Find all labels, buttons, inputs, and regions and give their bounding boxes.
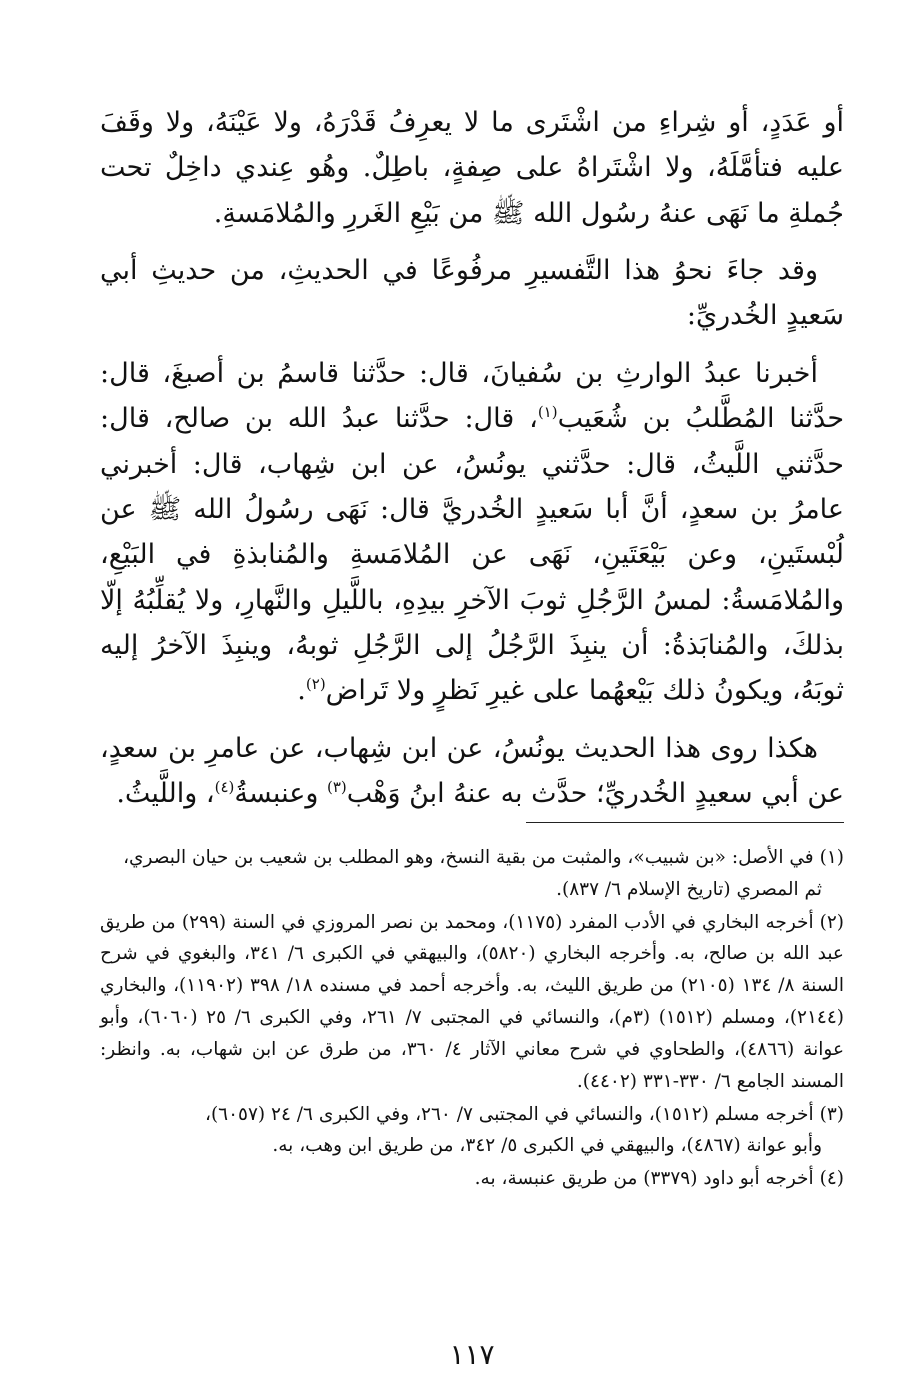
- footnote-1: [100, 842, 844, 906]
- footnote-3-number: (٣): [819, 1103, 844, 1125]
- footnote-4-text: أخرجه أبو داود (٣٣٧٩) من طريق عنبسة، به.: [474, 1168, 814, 1190]
- footnote-divider: [526, 822, 844, 823]
- footnote-3: [100, 1099, 844, 1163]
- footnote-4: [100, 1163, 844, 1195]
- book-page: [100, 100, 844, 1375]
- footnote-1-text: في الأصل: «بن شبيب»، والمثبت من بقية النسخ، وهو المطلب بن شعيب بن حيان البصري،: [123, 847, 814, 868]
- footnote-2: [100, 907, 844, 1098]
- paragraph-2-text: وقد جاءَ نحوُ هذا التَّفسيرِ مرفُوعًا في الحديثِ، من حديثِ أبي سَعيدٍ الخُدريِّ:: [100, 255, 844, 332]
- paragraph-4-text-before: هكذا روى هذا الحديث يونُسُ، عن ابن شِهاب، عن عامرِ بن سعدٍ، عن أبي سعيدٍ الخُدريِّ؛ حدَّث به عنهُ ابنُ وَهْب: [100, 732, 844, 810]
- footnote-2-number: (٢): [819, 911, 845, 933]
- page-number: ١١٧: [449, 1338, 495, 1371]
- footnote-1-number: (١): [819, 847, 844, 868]
- footnote-3-text: أخرجه مسلم (١٥١٢)، والنسائي في المجتبى ٧/ ٢٦٠، وفي الكبرى ٦/ ٢٤ (٦٠٥٧)،: [204, 1103, 814, 1125]
- footnote-ref-2[interactable]: (٢): [305, 675, 326, 694]
- paragraph-4: [100, 726, 844, 817]
- footnote-ref-4[interactable]: (٤): [214, 778, 235, 797]
- paragraph-4-text-middle: وعنبسةُ: [234, 778, 327, 810]
- footnote-ref-3[interactable]: (٣): [326, 778, 347, 797]
- paragraph-3-text-before: أخبرنا عبدُ الوارثِ بن سُفيانَ، قال: حدَّثنا قاسمُ بن أصبغَ، قال: حدَّثنا المُطَّلبُ بن شُعَيب: [100, 357, 845, 435]
- main-text: [100, 100, 844, 816]
- paragraph-1-text: أو عَدَدٍ، أو شِراءِ من اشْتَرى ما لا يعرِفُ قَدْرَهُ، ولا عَيْنَهُ، ولا وقَفَ عليه فتأمَّلَهُ، ولا اشْتَراهُ على صِفةٍ، باطِلٌ. وهُو عِندي داخِلٌ تحت جُملةِ ما نَهَى عنهُ رسُول الله ﷺ من بَيْعِ الغَررِ والمُلامَسةِ.: [100, 107, 844, 229]
- paragraph-3-text-after: .: [297, 675, 306, 707]
- footnote-ref-1[interactable]: (١): [537, 403, 558, 422]
- footnote-4-number: (٤): [819, 1168, 844, 1190]
- paragraph-4-text-after: ، واللَّيثُ.: [116, 778, 215, 810]
- footnote-2-text: أخرجه البخاري في الأدب المفرد (١١٧٥)، ومحمد بن نصر المروزي في السنة (٢٩٩) من طريق عبد الله بن صالح، به. وأخرجه البخاري (٥٨٢٠)، والبيهقي في الكبرى ٦/ ٣٤١، والبغوي في شرح السنة ٨/ ١٣٤ (٢١٠٥) من طريق الليث، به. وأخرجه أحمد في مسنده ١٨/ ٣٩٨ (١١٩٠٢)، والبخاري (٢١٤٤)، ومسلم (١٥١٢) (٣م)، والنسائي في المجتبى ٧/ ٢٦١، وفي الكبرى ٦/ ٢٥ (٦٠٦٠)، وأبو عوانة (٤٨٦٦)، والطحاوي في شرح معاني الآثار ٤/ ٣٦٠، من طرق عن ابن شهاب، به. وانظر: المسند الجامع ٦/ ٣٣٠-٣٣١ (٤٤٠٢).: [100, 911, 845, 1092]
- paragraph-1: [100, 100, 844, 236]
- paragraph-2: [100, 248, 844, 339]
- paragraph-3-text-middle: ، قال: حدَّثنا عبدُ الله بن صالح، قال: حدَّثني اللَّيثُ، قال: حدَّثني يونُسُ، عن ابن شِهاب، قال: أخبرني عامرُ بن سعدٍ، أنَّ أبا سَعيدٍ الخُدريَّ قال: نَهَى رسُولُ الله ﷺ عن لُبْستَينِ، وعن بَيْعَتَينِ، نَهَى عن المُلامَسةِ والمُنابذةِ في البَيْعِ، والمُلامَسةُ: لمسُ الرَّجُلِ ثوبَ الآخرِ بيدِهِ، باللَّيلِ والنَّهارِ، ولا يُقلِّبُهُ إلّا بذلكَ، والمُنابَذةُ: أن ينبِذَ الرَّجُلُ إلى الرَّجُلِ ثوبهُ، وينبِذَ الآخرُ إليه ثوبَهُ، ويكونُ ذلك بَيْعهُما على غيرِ نَظرٍ ولا تَراض: [100, 403, 844, 707]
- footnote-3-continuation: وأبو عوانة (٤٨٦٧)، والبيهقي في الكبرى ٥/ ٣٤٢، من طريق ابن وهب، به.: [272, 1135, 822, 1157]
- footnotes-section: [100, 842, 844, 1196]
- footnote-1-continuation: ثم المصري (تاريخ الإسلام ٦/ ٨٣٧).: [556, 878, 822, 900]
- paragraph-3: [100, 351, 844, 714]
